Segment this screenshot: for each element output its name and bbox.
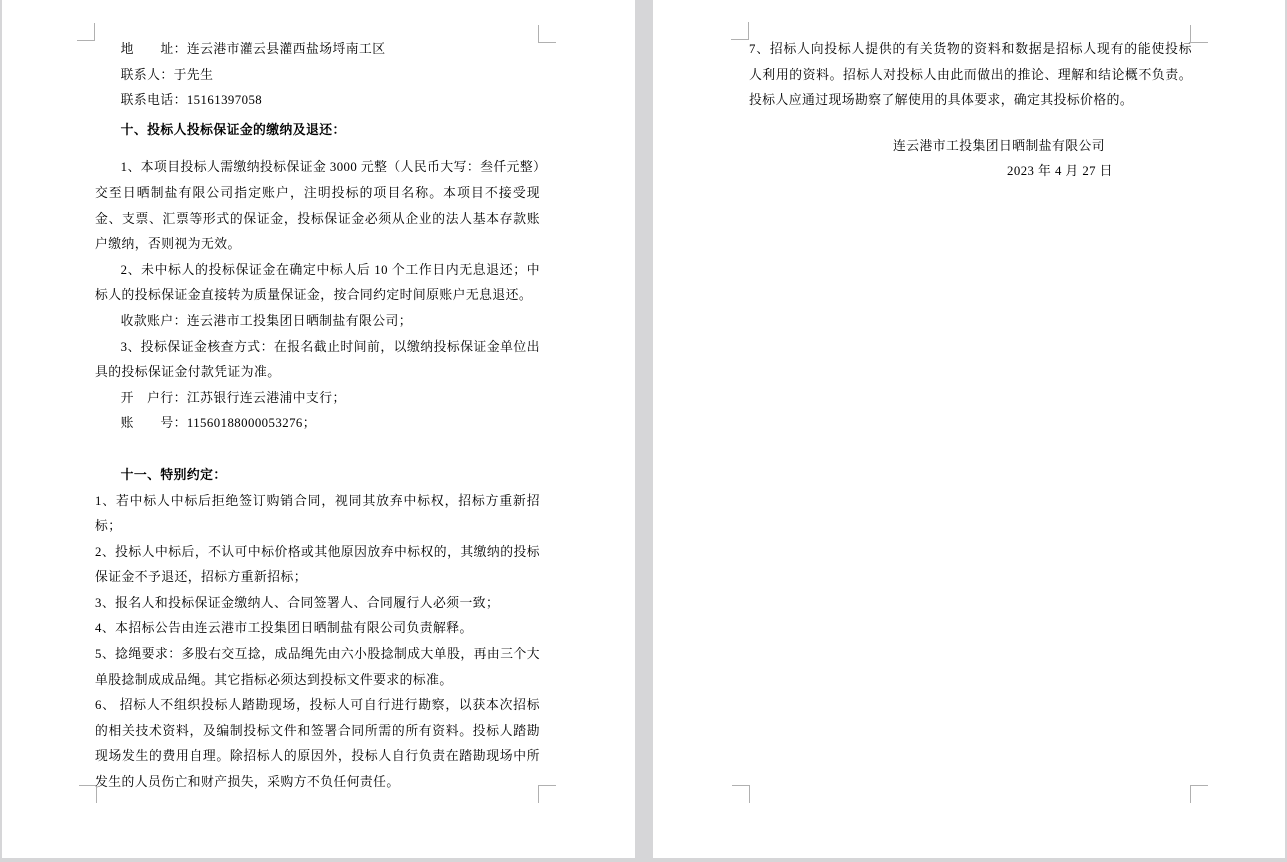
heading[interactable]: 十一、特别约定：: [120, 467, 227, 482]
signature-date[interactable]: 2023 年 4 月 27 日: [1007, 164, 1113, 179]
paragraph[interactable]: 联系电话：15161397058: [120, 93, 263, 108]
paragraph[interactable]: 7、招标人向投标人提供的有关货物的资料和数据是招标人现有的能使投标人利用的资料。招标人对投标人由此而做出的推论、理解和结论概不负责。投标人应通过现场勘察了解使用的具体要求，确定其投标价格的。: [749, 42, 1192, 108]
document-page-left[interactable]: [2, 0, 635, 858]
page-text-content: [749, 37, 1192, 185]
paragraph[interactable]: 6、 招标人不组织投标人踏勘现场，投标人可自行进行勘察，以获本次招标的相关技术资料，及编制投标文件和签署合同所需的所有资料。投标人踏勘现场发生的费用自理。除招标人的原因外，投标人自行负责在踏勘现场中所发生的人员伤亡和财产损失，采购方不负任何责任。: [95, 698, 540, 790]
signature-company[interactable]: 连云港市工投集团日晒制盐有限公司: [893, 138, 1105, 153]
paragraph[interactable]: 1、本项目投标人需缴纳投标保证金 3000 元整（人民币大写：叁仟元整）交至日晒制盐有限公司指定账户，注明投标的项目名称。本项目不接受现金、支票、汇票等形式的保证金，投标保证金必须从企业的法人基本存款账户缴纳，否则视为无效。: [95, 160, 540, 252]
paragraph[interactable]: 2、未中标人的投标保证金在确定中标人后 10 个工作日内无息退还；中标人的投标保证金直接转为质量保证金，按合同约定时间原账户无息退还。: [95, 262, 540, 303]
paragraph[interactable]: 地 址：连云港市灌云县灌西盐场埒南工区: [120, 42, 386, 56]
document-page-right[interactable]: [653, 0, 1285, 858]
paragraph[interactable]: 账 号：11560188000053276；: [120, 416, 317, 431]
margin-mark-top-left: [77, 23, 95, 41]
paragraph[interactable]: 5、捻绳要求：多股右交互捻，成品绳先由六小股捻制成大单股，再由三个大单股捻制成成品绳。其它指标必须达到投标文件要求的标准。: [95, 647, 540, 687]
paragraph[interactable]: 开 户行：江苏银行连云港浦中支行；: [120, 390, 346, 405]
paragraph[interactable]: 2、投标人中标后，不认可中标价格或其他原因放弃中标权的，其缴纳的投标保证金不予退还，招标方重新招标；: [95, 544, 540, 585]
paragraph[interactable]: 3、投标保证金核查方式：在报名截止时间前，以缴纳投标保证金单位出具的投标保证金付款凭证为准。: [95, 339, 540, 380]
paragraph[interactable]: 4、本招标公告由连云港市工投集团日晒制盐有限公司负责解释。: [95, 621, 473, 636]
margin-mark-bottom-right: [1190, 785, 1208, 803]
paragraph[interactable]: 联系人：于先生: [120, 67, 214, 82]
paragraph[interactable]: 3、报名人和投标保证金缴纳人、合同签署人、合同履行人必须一致；: [95, 595, 500, 610]
page-text-content: [95, 37, 540, 796]
margin-mark-top-right: [1190, 25, 1208, 43]
margin-mark-bottom-left: [732, 785, 750, 803]
paragraph[interactable]: 1、若中标人中标后拒绝签订购销合同，视同其放弃中标权，招标方重新招标；: [95, 493, 540, 534]
paragraph[interactable]: 收款账户：连云港市工投集团日晒制盐有限公司；: [120, 313, 413, 328]
heading[interactable]: 十、投标人投标保证金的缴纳及退还：: [120, 122, 346, 137]
margin-mark-top-left: [731, 22, 749, 40]
margin-mark-bottom-right: [538, 785, 556, 803]
margin-mark-top-right: [538, 25, 556, 43]
page-gap-divider: [635, 0, 653, 858]
